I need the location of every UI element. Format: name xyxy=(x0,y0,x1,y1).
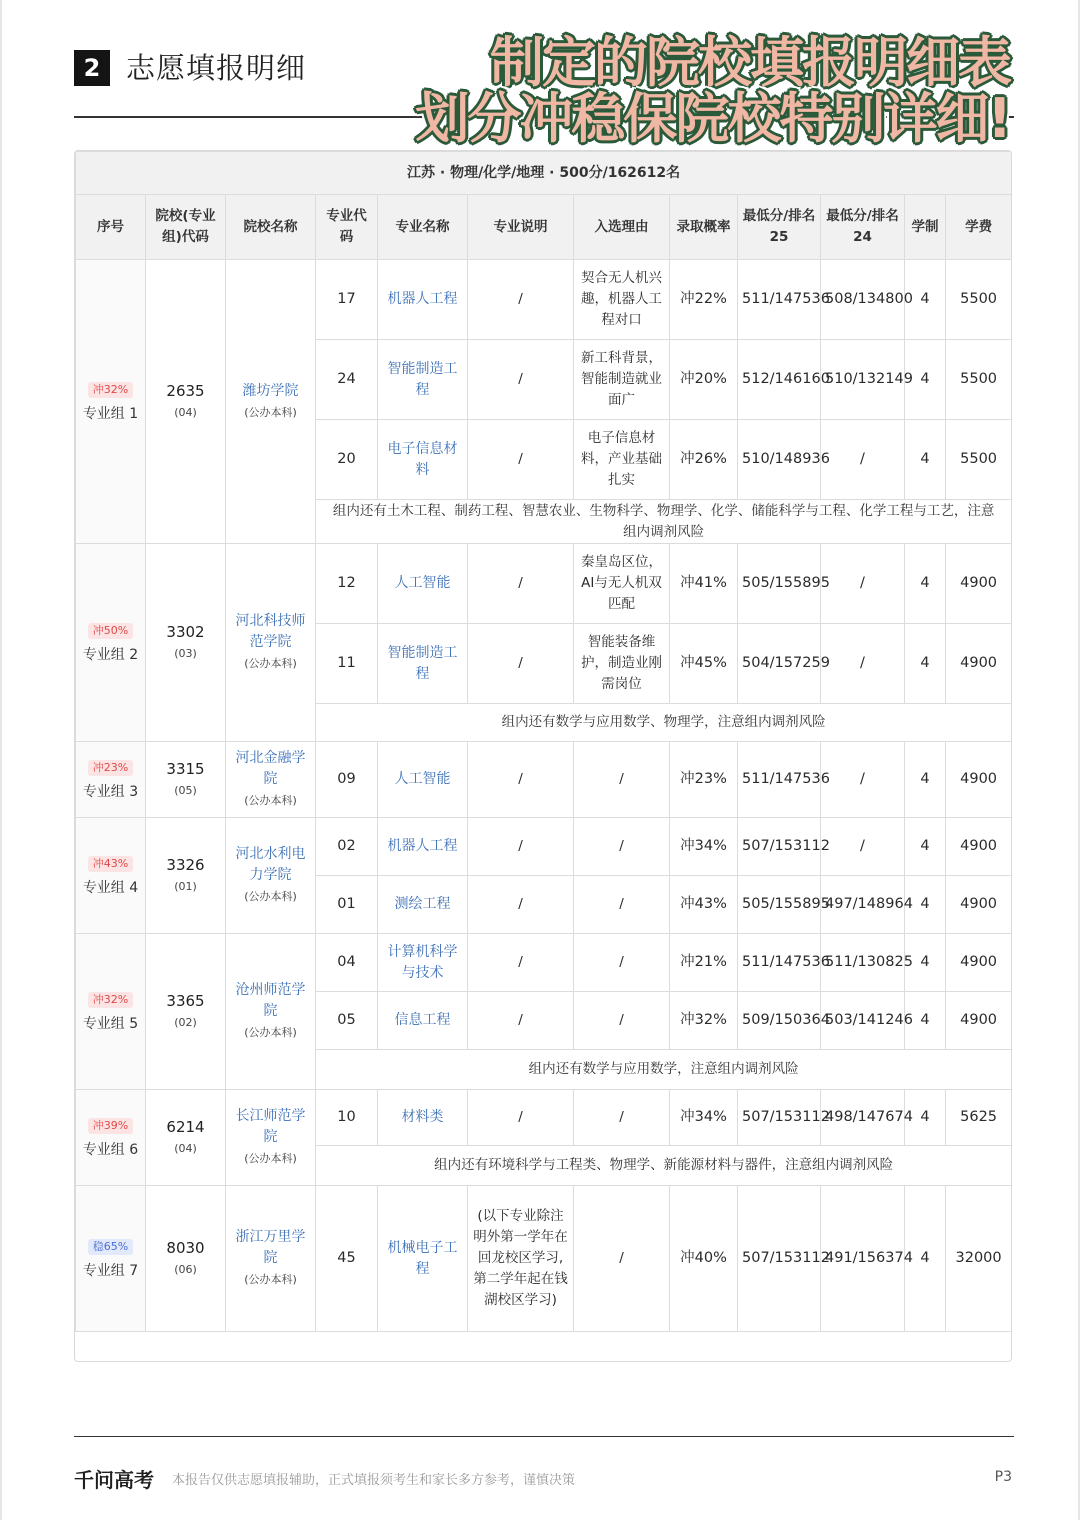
major-name-cell[interactable]: 信息工程 xyxy=(378,992,468,1050)
school-name-cell xyxy=(226,544,316,742)
min-score-rank-2024-cell: 503/141246 xyxy=(821,992,905,1050)
school-name-cell xyxy=(226,1090,316,1186)
major-code-cell: 01 xyxy=(316,876,378,934)
school-code: 3326 xyxy=(166,855,205,874)
major-description-cell: / xyxy=(468,742,574,818)
major-description-cell: / xyxy=(468,992,574,1050)
major-name-cell[interactable]: 测绘工程 xyxy=(378,876,468,934)
admission-probability-cell: 冲45% xyxy=(670,624,738,704)
application-table xyxy=(74,150,1012,1362)
page-number: P3 xyxy=(994,1469,1012,1485)
duration-cell: 4 xyxy=(905,340,946,420)
column-header: 序号 xyxy=(76,195,146,260)
school-name-cell xyxy=(226,742,316,818)
admission-probability-cell: 冲23% xyxy=(670,742,738,818)
school-name[interactable]: 长江师范学院 xyxy=(235,1108,306,1145)
school-code: 3302 xyxy=(166,622,205,641)
min-score-rank-2024-cell: 511/130825 xyxy=(821,934,905,992)
selection-reason-cell: / xyxy=(574,992,670,1050)
table-header-row xyxy=(76,195,1012,260)
min-score-rank-2025-cell: 504/157259 xyxy=(738,624,821,704)
group-code: (01) xyxy=(174,879,197,893)
table-row xyxy=(76,818,1012,876)
school-name[interactable]: 河北金融学院 xyxy=(235,750,306,787)
min-score-rank-2024-cell: / xyxy=(821,544,905,624)
group-code: (02) xyxy=(174,1015,197,1029)
min-score-rank-2024-cell: 508/134800 xyxy=(821,260,905,340)
major-code-cell: 02 xyxy=(316,818,378,876)
group-index-cell xyxy=(76,818,146,934)
duration-cell: 4 xyxy=(905,420,946,500)
duration-cell: 4 xyxy=(905,876,946,934)
major-description-cell: (以下专业除注明外第一学年在回龙校区学习,第二学年起在钱湖校区学习) xyxy=(468,1186,574,1332)
min-score-rank-2024-cell: 491/156374 xyxy=(821,1186,905,1332)
duration-cell: 4 xyxy=(905,992,946,1050)
column-header: 入选理由 xyxy=(574,195,670,260)
probability-badge: 冲39% xyxy=(88,1118,133,1134)
probability-badge: 冲32% xyxy=(88,992,133,1008)
major-name-cell[interactable]: 智能制造工程 xyxy=(378,340,468,420)
major-code-cell: 11 xyxy=(316,624,378,704)
school-code-cell xyxy=(146,260,226,544)
selection-reason-cell: 新工科背景，智能制造就业面广 xyxy=(574,340,670,420)
school-code: 2635 xyxy=(166,381,205,400)
school-name-cell xyxy=(226,1186,316,1332)
major-code-cell: 09 xyxy=(316,742,378,818)
duration-cell: 4 xyxy=(905,624,946,704)
school-code: 3365 xyxy=(166,991,205,1010)
school-code-cell xyxy=(146,934,226,1090)
min-score-rank-2024-cell: / xyxy=(821,624,905,704)
school-code: 6214 xyxy=(166,1117,205,1136)
school-name[interactable]: 河北水利电力学院 xyxy=(235,846,306,883)
group-code: (04) xyxy=(174,405,197,419)
admission-probability-cell: 冲32% xyxy=(670,992,738,1050)
major-name-cell[interactable]: 材料类 xyxy=(378,1090,468,1146)
group-index-cell xyxy=(76,742,146,818)
selection-reason-cell: / xyxy=(574,742,670,818)
major-description-cell: / xyxy=(468,544,574,624)
school-code-cell xyxy=(146,1090,226,1186)
school-name-cell xyxy=(226,934,316,1090)
duration-cell: 4 xyxy=(905,1090,946,1146)
tuition-cell: 4900 xyxy=(946,992,1012,1050)
column-header: 最低分/排名24 xyxy=(821,195,905,260)
school-name-cell xyxy=(226,818,316,934)
table-row xyxy=(76,742,1012,818)
column-header: 最低分/排名25 xyxy=(738,195,821,260)
tuition-cell: 5500 xyxy=(946,420,1012,500)
min-score-rank-2025-cell: 505/155895 xyxy=(738,876,821,934)
admission-probability-cell: 冲21% xyxy=(670,934,738,992)
group-note: 组内还有土木工程、制药工程、智慧农业、生物科学、物理学、化学、储能科学与工程、化学工程与工艺，注意组内调剂风险 xyxy=(316,500,1012,544)
group-label: 专业组 4 xyxy=(82,879,139,896)
school-type: (公办本科) xyxy=(244,1152,297,1165)
admission-probability-cell: 冲43% xyxy=(670,876,738,934)
column-header: 学制 xyxy=(905,195,946,260)
probability-badge: 冲43% xyxy=(88,856,133,872)
selection-reason-cell: / xyxy=(574,1186,670,1332)
major-name-cell[interactable]: 智能制造工程 xyxy=(378,624,468,704)
group-note: 组内还有数学与应用数学，注意组内调剂风险 xyxy=(316,1050,1012,1090)
group-index-cell xyxy=(76,544,146,742)
selection-reason-cell: / xyxy=(574,876,670,934)
selection-reason-cell: 契合无人机兴趣，机器人工程对口 xyxy=(574,260,670,340)
school-code: 3315 xyxy=(166,759,205,778)
footer-divider xyxy=(74,1436,1014,1437)
probability-badge: 冲50% xyxy=(88,623,133,639)
major-name-cell[interactable]: 机器人工程 xyxy=(378,260,468,340)
min-score-rank-2024-cell: / xyxy=(821,742,905,818)
admission-probability-cell: 冲22% xyxy=(670,260,738,340)
group-label: 专业组 1 xyxy=(82,405,139,422)
min-score-rank-2025-cell: 507/153112 xyxy=(738,1090,821,1146)
admission-probability-cell: 冲26% xyxy=(670,420,738,500)
table-row xyxy=(76,544,1012,624)
major-description-cell: / xyxy=(468,340,574,420)
column-header: 院校名称 xyxy=(226,195,316,260)
table-row xyxy=(76,260,1012,340)
major-name-cell[interactable]: 机械电子工程 xyxy=(378,1186,468,1332)
school-name[interactable]: 浙江万里学院 xyxy=(235,1229,306,1266)
duration-cell: 4 xyxy=(905,818,946,876)
group-label: 专业组 2 xyxy=(82,646,139,663)
major-description-cell: / xyxy=(468,420,574,500)
tuition-cell: 4900 xyxy=(946,818,1012,876)
major-name-cell[interactable]: 计算机科学与技术 xyxy=(378,934,468,992)
min-score-rank-2025-cell: 507/153112 xyxy=(738,1186,821,1332)
group-label: 专业组 3 xyxy=(82,783,139,800)
column-header: 院校(专业组)代码 xyxy=(146,195,226,260)
tuition-cell: 5500 xyxy=(946,260,1012,340)
group-note: 组内还有环境科学与工程类、物理学、新能源材料与器件，注意组内调剂风险 xyxy=(316,1146,1012,1186)
column-header: 专业说明 xyxy=(468,195,574,260)
school-type: (公办本科) xyxy=(244,794,297,807)
duration-cell: 4 xyxy=(905,1186,946,1332)
school-name-cell xyxy=(226,260,316,544)
overlay-caption-line2: 划分冲稳保院校特别详细! xyxy=(415,87,1010,150)
school-code-cell xyxy=(146,742,226,818)
min-score-rank-2025-cell: 511/147536 xyxy=(738,742,821,818)
table-caption: 江苏 · 物理/化学/地理 · 500分/162612名 xyxy=(76,152,1012,195)
admission-probability-cell: 冲34% xyxy=(670,1090,738,1146)
major-description-cell: / xyxy=(468,934,574,992)
major-code-cell: 05 xyxy=(316,992,378,1050)
selection-reason-cell: 秦皇岛区位，AI与无人机双匹配 xyxy=(574,544,670,624)
tuition-cell: 32000 xyxy=(946,1186,1012,1332)
table-row xyxy=(76,1186,1012,1332)
major-description-cell: / xyxy=(468,876,574,934)
major-code-cell: 04 xyxy=(316,934,378,992)
min-score-rank-2025-cell: 507/153112 xyxy=(738,818,821,876)
major-description-cell: / xyxy=(468,260,574,340)
major-code-cell: 24 xyxy=(316,340,378,420)
duration-cell: 4 xyxy=(905,934,946,992)
tuition-cell: 4900 xyxy=(946,624,1012,704)
school-type: (公办本科) xyxy=(244,405,297,419)
school-code-cell xyxy=(146,1186,226,1332)
min-score-rank-2024-cell: / xyxy=(821,420,905,500)
group-code: (05) xyxy=(174,783,197,797)
tuition-cell: 5500 xyxy=(946,340,1012,420)
school-name[interactable]: 潍坊学院 xyxy=(242,382,299,399)
group-index-cell xyxy=(76,1090,146,1186)
probability-badge: 冲23% xyxy=(88,760,133,776)
table-row xyxy=(76,934,1012,992)
school-code: 8030 xyxy=(166,1238,205,1257)
column-header: 录取概率 xyxy=(670,195,738,260)
school-name[interactable]: 河北科技师范学院 xyxy=(235,613,306,650)
selection-reason-cell: / xyxy=(574,934,670,992)
selection-reason-cell: / xyxy=(574,818,670,876)
min-score-rank-2025-cell: 512/146160 xyxy=(738,340,821,420)
group-label: 专业组 7 xyxy=(82,1262,139,1279)
school-code-cell xyxy=(146,818,226,934)
school-type: (公办本科) xyxy=(244,890,297,903)
major-code-cell: 45 xyxy=(316,1186,378,1332)
group-code: (04) xyxy=(174,1141,197,1155)
min-score-rank-2025-cell: 509/150364 xyxy=(738,992,821,1050)
min-score-rank-2024-cell: 510/132149 xyxy=(821,340,905,420)
major-description-cell: / xyxy=(468,624,574,704)
min-score-rank-2025-cell: 510/148936 xyxy=(738,420,821,500)
major-name-cell[interactable]: 电子信息材料 xyxy=(378,420,468,500)
group-index-cell xyxy=(76,1186,146,1332)
section-title: 志愿填报明细 xyxy=(126,51,307,85)
min-score-rank-2024-cell: 497/148964 xyxy=(821,876,905,934)
selection-reason-cell: / xyxy=(574,1090,670,1146)
tuition-cell: 5625 xyxy=(946,1090,1012,1146)
major-code-cell: 12 xyxy=(316,544,378,624)
tuition-cell: 4900 xyxy=(946,934,1012,992)
section-divider xyxy=(74,116,1014,118)
duration-cell: 4 xyxy=(905,742,946,818)
column-header: 学费 xyxy=(946,195,1012,260)
school-name[interactable]: 沧州师范学院 xyxy=(235,982,306,1019)
footer-disclaimer: 本报告仅供志愿填报辅助，正式填报须考生和家长多方参考，谨慎决策 xyxy=(172,1473,576,1488)
tuition-cell: 4900 xyxy=(946,742,1012,818)
overlay-caption-line1: 制定的院校填报明细表 xyxy=(490,31,1010,94)
probability-badge: 稳65% xyxy=(88,1239,133,1255)
major-description-cell: / xyxy=(468,818,574,876)
selection-reason-cell: 智能装备维护，制造业刚需岗位 xyxy=(574,624,670,704)
column-header: 专业名称 xyxy=(378,195,468,260)
major-code-cell: 20 xyxy=(316,420,378,500)
selection-reason-cell: 电子信息材料，产业基础扎实 xyxy=(574,420,670,500)
major-name-cell[interactable]: 人工智能 xyxy=(378,742,468,818)
major-code-cell: 17 xyxy=(316,260,378,340)
min-score-rank-2024-cell: 498/147674 xyxy=(821,1090,905,1146)
group-label: 专业组 5 xyxy=(82,1015,139,1032)
group-code: (06) xyxy=(174,1262,197,1276)
admission-probability-cell: 冲40% xyxy=(670,1186,738,1332)
duration-cell: 4 xyxy=(905,544,946,624)
major-description-cell: / xyxy=(468,1090,574,1146)
tuition-cell: 4900 xyxy=(946,544,1012,624)
page-edge-left xyxy=(0,0,2,1520)
min-score-rank-2024-cell: / xyxy=(821,818,905,876)
school-code-cell xyxy=(146,544,226,742)
group-label: 专业组 6 xyxy=(82,1141,139,1158)
section-number: 2 xyxy=(74,50,110,86)
admission-probability-cell: 冲20% xyxy=(670,340,738,420)
school-type: (公办本科) xyxy=(244,1026,297,1039)
admission-probability-cell: 冲34% xyxy=(670,818,738,876)
min-score-rank-2025-cell: 511/147536 xyxy=(738,260,821,340)
group-index-cell xyxy=(76,934,146,1090)
admission-probability-cell: 冲41% xyxy=(670,544,738,624)
major-code-cell: 10 xyxy=(316,1090,378,1146)
tuition-cell: 4900 xyxy=(946,876,1012,934)
probability-badge: 冲32% xyxy=(88,382,133,398)
school-type: (公办本科) xyxy=(244,657,297,670)
table-row xyxy=(76,1090,1012,1146)
major-name-cell[interactable]: 机器人工程 xyxy=(378,818,468,876)
min-score-rank-2025-cell: 505/155895 xyxy=(738,544,821,624)
min-score-rank-2025-cell: 511/147536 xyxy=(738,934,821,992)
footer-brand: 千问高考 xyxy=(74,1468,154,1492)
column-header: 专业代码 xyxy=(316,195,378,260)
duration-cell: 4 xyxy=(905,260,946,340)
group-note: 组内还有数学与应用数学、物理学，注意组内调剂风险 xyxy=(316,704,1012,742)
group-index-cell xyxy=(76,260,146,544)
group-code: (03) xyxy=(174,646,197,660)
school-type: (公办本科) xyxy=(244,1273,297,1286)
major-name-cell[interactable]: 人工智能 xyxy=(378,544,468,624)
